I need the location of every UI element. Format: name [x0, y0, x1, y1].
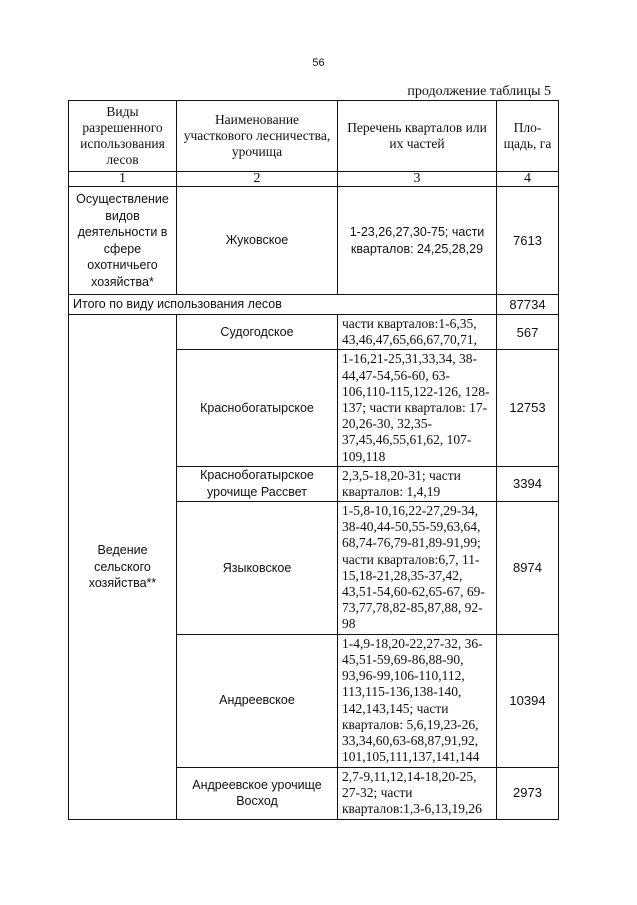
header-row — [69, 101, 559, 172]
quarters-cell: части кварталов:1-6,35, 43,46,47,65,66,67,70,71, — [338, 315, 497, 350]
area-cell: 7613 — [497, 187, 559, 295]
forestry-cell: Жуковское — [177, 187, 338, 295]
area-cell: 8974 — [497, 502, 559, 635]
header-forestry-name: Наименование участкового лесничества, урочища — [177, 101, 338, 172]
area-cell: 3394 — [497, 466, 559, 501]
forestry-cell: Языковское — [177, 502, 338, 635]
header-area: Пло-щадь, га — [497, 101, 559, 172]
forestry-cell: Андреевское — [177, 634, 338, 767]
forestry-cell: Краснобогатырское — [177, 350, 338, 466]
quarters-cell: 2,3,5-18,20-31; части кварталов: 1,4,19 — [338, 466, 497, 501]
header-quarters-list: Перечень кварталов или их частей — [338, 101, 497, 172]
column-number: 3 — [338, 172, 497, 187]
forestry-cell: Краснобогатырское урочище Рассвет — [177, 466, 338, 501]
forestry-cell: Судогодское — [177, 315, 338, 350]
column-number: 2 — [177, 172, 338, 187]
page-number: 56 — [312, 57, 325, 69]
column-number-row — [69, 172, 559, 187]
header-use-type: Виды разрешенного использования лесов — [69, 101, 177, 172]
table-continuation-label: продолжение таблицы 5 — [407, 84, 551, 99]
column-number: 4 — [497, 172, 559, 187]
quarters-cell: 1-16,21-25,31,33,34, 38-44,47-54,56-60, 63-106,110-115,122-126, 128-137; части кварталов: 17-20,26-30, 32,35-37,45,46,55,61,62, 107-109,118 — [338, 350, 497, 466]
total-label: Итого по виду использования лесов — [69, 295, 497, 315]
table-row — [69, 187, 559, 295]
column-number: 1 — [69, 172, 177, 187]
quarters-cell: 1-4,9-18,20-22,27-32, 36-45,51-59,69-86,88-90, 93,96-99,106-110,112, 113,115-136,138-140, 142,143,145; части кварталов: 5,6,19,23-26, 33,34,60,63-68,87,91,92, 101,105,111,137,141,144 — [338, 634, 497, 767]
forest-use-table — [68, 100, 559, 820]
area-cell: 567 — [497, 315, 559, 350]
area-cell: 12753 — [497, 350, 559, 466]
table-row — [69, 315, 559, 350]
use-type-cell: Осуществление видов деятельности в сфере охотничьего хозяйства* — [69, 187, 177, 295]
quarters-cell: 2,7-9,11,12,14-18,20-25, 27-32; части кварталов:1,3-6,13,19,26 — [338, 767, 497, 819]
total-value: 87734 — [497, 295, 559, 315]
quarters-cell: 1-5,8-10,16,22-27,29-34, 38-40,44-50,55-59,63,64, 68,74-76,79-81,89-91,99; части кварталов:6,7, 11-15,18-21,28,35-37,42, 43,51-54,60-62,65-67, 69-73,77,78,82-85,87,88, 92-98 — [338, 502, 497, 635]
forestry-cell: Андреевское урочище Восход — [177, 767, 338, 819]
quarters-cell: 1-23,26,27,30-75; части кварталов: 24,25,28,29 — [338, 187, 497, 295]
total-row — [69, 295, 559, 315]
area-cell: 2973 — [497, 767, 559, 819]
area-cell: 10394 — [497, 634, 559, 767]
use-type-cell: Ведение сельского хозяйства** — [69, 315, 177, 820]
